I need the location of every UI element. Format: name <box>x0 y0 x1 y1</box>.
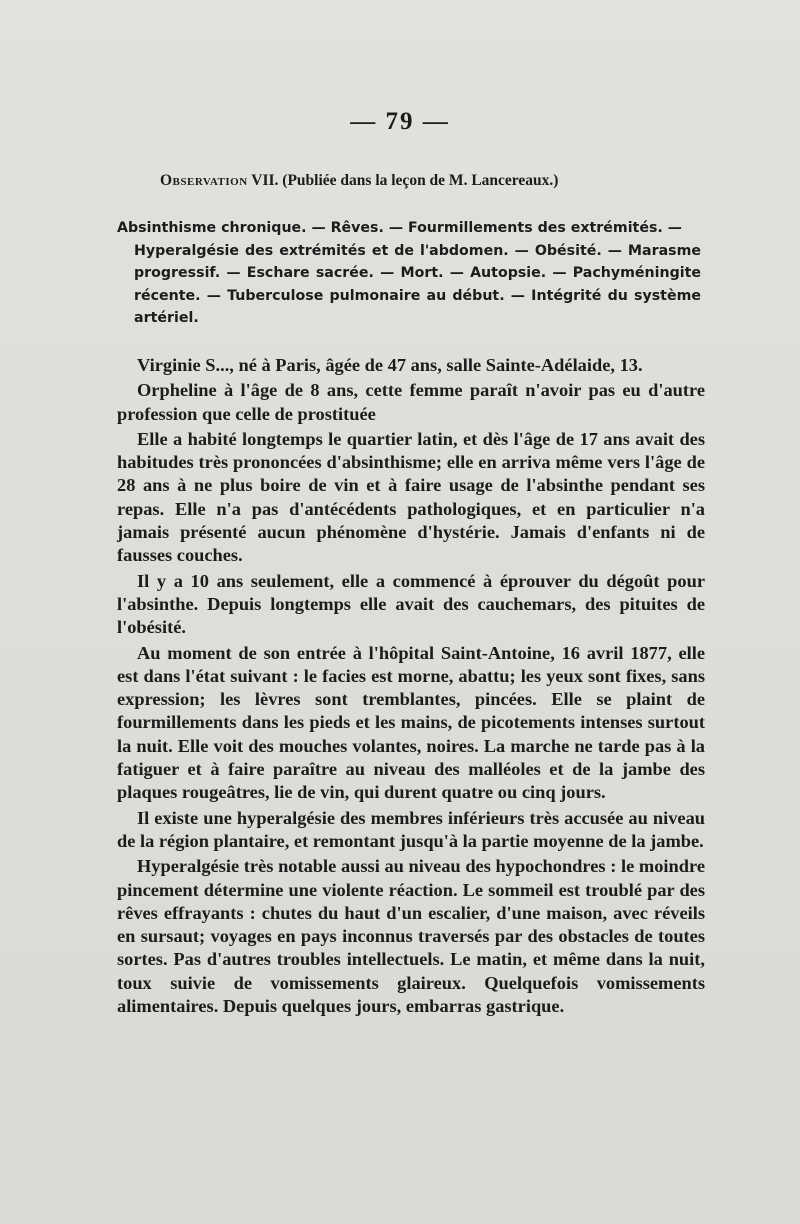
summary-continuation: Hyperalgésie des extrémités et de l'abdomen. — Obésité. — Marasme progressif. — Eschare sacrée. — Mort. — Autopsie. — Pachyméningite récente. — Tuberculose pulmonaire au début. — Intégrité du système artériel. <box>134 242 701 327</box>
summary-first-line: Absinthisme chronique. — Rêves. — Fourmillements des extrémités. — <box>117 220 682 236</box>
page-number: — 79 — <box>350 108 450 135</box>
body-text <box>117 354 705 1018</box>
paragraph: Au moment de son entrée à l'hôpital Saint-Antoine, 16 avril 1877, elle est dans l'état suivant : le facies est morne, abattu; les yeux sont fixes, sans expression; les lèvres sont tremblantes, pincées. Elle se plaint de fourmillements dans les pieds et les mains, de picotements intenses surtout la nuit. Elle voit des mouches volantes, noires. La marche ne tarde pas à la fatiguer et à faire paraître au niveau des malléoles et de la jambe des plaques rougeâtres, lie de vin, qui durent quatre ou cinq jours. <box>117 642 705 803</box>
paragraph: Il existe une hyperalgésie des membres inférieurs très accusée au niveau de la région plantaire, et remontant jusqu'à la partie moyenne de la jambe. <box>117 807 705 851</box>
paragraph: Elle a habité longtemps le quartier latin, et dès l'âge de 17 ans avait des habitudes très prononcées d'absinthisme; elle en arriva même vers l'âge de 28 ans à ne plus boire de vin et à faire usage de l'absinthe pendant ses repas. Elle n'a pas d'antécédents pathologiques, et en particulier n'a jamais présenté aucun phénomène d'hystérie. Jamais d'enfants ni de fausses couches. <box>117 428 705 566</box>
paragraph: Il y a 10 ans seulement, elle a commencé à éprouver du dégoût pour l'absinthe. Depuis longtemps elle avait des cauchemars, des pituites de l'obésité. <box>117 570 705 638</box>
observation-summary <box>117 217 701 330</box>
paragraph: Orpheline à l'âge de 8 ans, cette femme paraît n'avoir pas eu d'autre profession que celle de prostituée <box>117 380 705 424</box>
observation-title: VII. (Publiée dans la leçon de M. Lancereaux.) <box>251 172 559 189</box>
paragraph: Hyperalgésie très notable aussi au niveau des hypochondres : le moindre pincement détermine une violente réaction. Le sommeil est troublé par des rêves effrayants : chutes du haut d'un escalier, d'une maison, avec réveils en sursaut; voyages en pays inconnus traversés par des obstacles de toutes sortes. Pas d'autres troubles intellectuels. Le matin, et même dans la nuit, toux suivie de vomissements glaireux. Quelquefois vomissements alimentaires. Depuis quelques jours, embarras gastrique. <box>117 856 705 1017</box>
paragraph: Virginie S..., né à Paris, âgée de 47 ans, salle Sainte-Adélaide, 13. <box>137 355 643 375</box>
observation-heading <box>160 172 558 190</box>
observation-label: Observation <box>160 172 248 189</box>
